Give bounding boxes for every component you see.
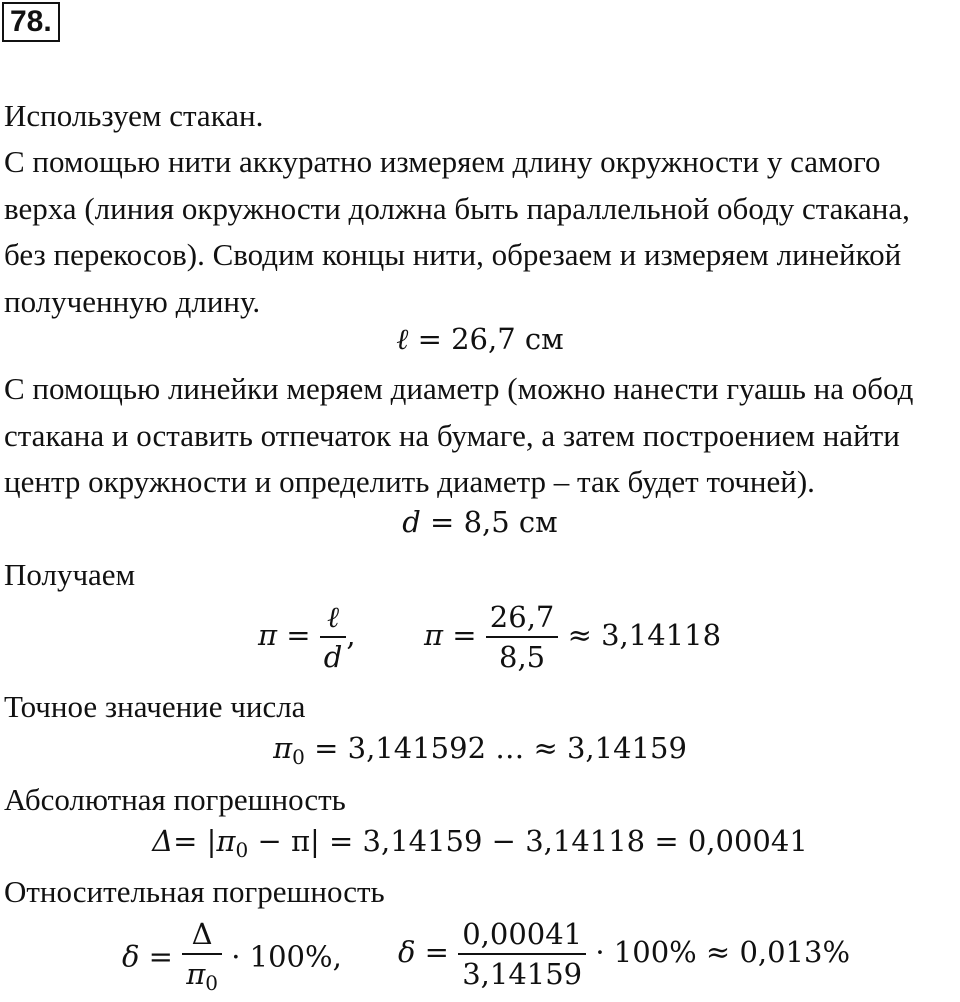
pi-def-numerator: ℓ [320,598,347,638]
measure-diameter-text: С помощью линейки меряем диаметр (можно нанести гуашь на обод стакана и оставить отпечаток на бумаге, а затем построением найти центр окружности и определить диаметр – так будет точней). [4,371,914,499]
rel-def-lhs: δ = [122,939,173,974]
pi-calc-lhs: π = [424,618,477,652]
rel-def-numerator: Δ [182,915,222,955]
pi-exact-formula [0,731,960,769]
length-value: = 26,7 см [408,322,564,356]
rel-def-tail: · 100%, [231,939,342,974]
diameter-value: = 8,5 см [420,505,558,539]
rel-calc-numerator: 0,00041 [458,915,586,955]
rel-def-den-symbol: π [186,957,206,991]
pi-calc-denominator: 8,5 [499,640,546,674]
diameter-symbol: d [402,505,421,539]
length-symbol: ℓ [396,322,409,356]
pi-def-lhs: π = [258,618,311,652]
rel-calc-fraction [458,915,586,993]
abs-err-subscript: 0 [235,838,249,862]
rel-calc-denominator: 3,14159 [462,957,583,991]
pi-def-denominator: d [323,640,343,674]
pi-calc-formula [424,598,721,676]
absolute-error-label: Абсолютная погрешность [4,782,346,817]
rel-def-denominator [182,955,222,1002]
rel-def-fraction [182,915,222,1002]
pi-exact-value: = 3,141592 … ≈ 3,14159 [304,731,687,765]
length-formula [0,322,960,357]
exact-value-label: Точное значение числа [4,689,306,724]
rel-calc-result: · 100% ≈ 0,013% [595,935,851,969]
abs-err-value: − π| = 3,14159 − 3,14118 = 0,00041 [248,824,808,858]
relative-error-definition [122,915,342,1002]
pi-calc-result: ≈ 3,14118 [567,618,722,652]
result-label: Получаем [4,557,136,592]
diameter-formula [0,505,960,539]
measure-circumference-text: С помощью нити аккуратно измеряем длину окружности у самого верха (линия окружности должна быть параллельной ободу стакана, без перекосов). Сводим концы нити, обрезаем и измеряем линейкой полученную длину. [4,144,910,319]
pi-calc-fraction [486,598,559,676]
absolute-error-formula [0,824,960,862]
pi-calc-numerator: 26,7 [486,598,559,638]
pi-definition-formula [258,598,356,676]
abs-err-lhs: Δ= |π [152,824,236,858]
rel-calc-lhs: δ = [398,935,449,969]
pi-exact-subscript: 0 [292,745,305,769]
pi-def-tail: , [346,618,356,652]
pi-def-fraction [320,598,347,676]
rel-def-den-subscript: 0 [205,971,218,995]
intro-text: Используем стакан. [4,98,264,133]
relative-error-calc [398,915,850,993]
pi-exact-symbol: π [273,731,293,765]
relative-error-label: Относительная погрешность [4,874,385,909]
problem-number: 78. [2,2,60,42]
